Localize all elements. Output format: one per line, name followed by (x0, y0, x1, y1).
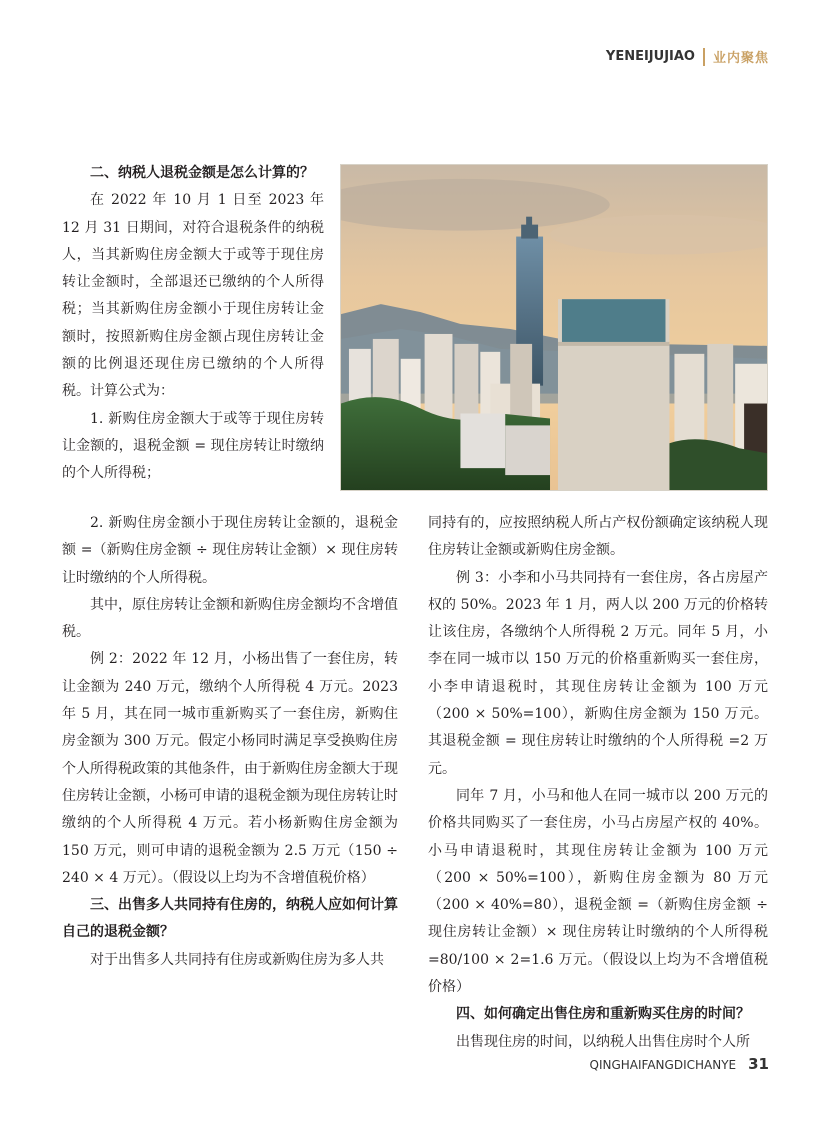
page-footer (590, 1055, 769, 1073)
body-paragraph: 1. 新购住房金额大于或等于现住房转让金额的，退税金额 = 现住房转让时缴纳的个人所得税； (62, 410, 324, 482)
body-paragraph: 同持有的，应按照纳税人所占产权份额确定该纳税人现住房转让金额或新购住房金额。 (428, 515, 768, 559)
body-paragraph: 在 2022 年 10 月 1 日至 2023 年 12 月 31 日期间，对符合退税条件的纳税人，当其新购住房金额大于或等于现住房转让金额时，全部退还已缴纳的个人所得税；当其新购住房金额小于现住房转让金额时，按照新购住房金额占现住房转让金额的比例退还现住房已缴纳的个人所得税。计算公式为： (62, 192, 324, 400)
body-paragraph: 2. 新购住房金额小于现住房转让金额的，退税金额 =（新购住房金额 ÷ 现住房转让金额）× 现住房转让时缴纳的个人所得税。 (62, 515, 398, 586)
city-skyline-photo (340, 164, 768, 491)
section-heading: 四、如何确定出售住房和重新购买住房的时间？ (456, 1006, 750, 1023)
right-column (428, 510, 768, 1056)
footer-magazine-name: QINGHAIFANGDICHANYE (589, 1058, 737, 1072)
body-paragraph: 例 2：2022 年 12 月，小杨出售了一套住房，转让金额为 240 万元，缴纳个人所得税 4 万元。2023 年 5 月，其在同一城市重新购买了一套住房，新购住房金额为 300 万元。假定小杨同时满足享受换购住房个人所得税政策的其他条件，由于新购住房金额大于现住房转让金额，小杨可申请的退税金额为现住房转让时缴纳的个人所得税 4 万元。若小杨新购住房金额为 150 万元，则可申请的退税金额为 2.5 万元（150 ÷ 240 × 4 万元）。（假设以上均为不含增值税价格） (62, 651, 398, 886)
page-number: 31 (748, 1055, 769, 1073)
skyline-illustration (341, 165, 767, 490)
body-paragraph: 同年 7 月，小马和他人在同一城市以 200 万元的价格共同购买了一套住房，小马占房屋产权的 40%。小马申请退税时，其现住房转让金额为 100 万元（200 × 50%=100），新购住房金额为 80 万元（200 × 40%=80），退税金额 =（新购住房金额 ÷ 现住房转让金额）× 现住房转让时缴纳的个人所得税 =80/100 × 2=1.6 万元。（假设以上均为不含增值税价格） (428, 787, 768, 996)
magazine-section-brand: YENEIJUJIAO (605, 49, 695, 64)
section-category: 业内聚焦 (712, 51, 769, 66)
left-column-top (62, 160, 324, 488)
body-paragraph: 出售现住房的时间，以纳税人出售住房时个人所 (456, 1033, 750, 1050)
header-divider (703, 48, 705, 66)
page-header (606, 47, 769, 66)
body-paragraph: 例 3：小李和小马共同持有一套住房，各占房屋产权的 50%。2023 年 1 月，两人以 200 万元的价格转让该住房，各缴纳个人所得税 2 万元。同年 5 月，小李在同一城市以 150 万元的价格重新购买一套住房，小李申请退税时，其现住房转让金额为 100 万元（200 × 50%=100），新购住房金额为 150 万元。其退税金额 = 现住房转让时缴纳的个人所得税 =2 万元。 (428, 569, 768, 777)
body-paragraph: 对于出售多人共同持有住房或新购住房为多人共 (90, 951, 384, 968)
section-heading: 三、出售多人共同持有住房的，纳税人应如何计算自己的退税金额？ (62, 897, 398, 941)
body-paragraph: 其中，原住房转让金额和新购住房金额均不含增值税。 (62, 596, 398, 641)
left-column-bottom (62, 510, 398, 974)
section-heading: 二、纳税人退税金额是怎么计算的？ (90, 165, 314, 181)
